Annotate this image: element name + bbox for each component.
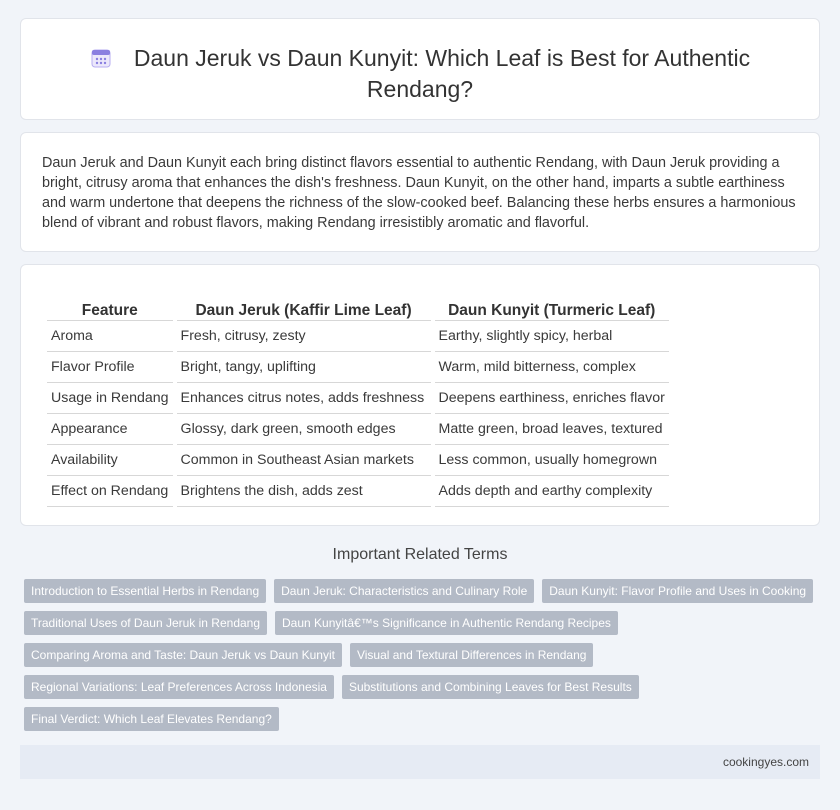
column-header-daun-jeruk: Daun Jeruk (Kaffir Lime Leaf) [177,295,431,321]
table-row [47,352,669,383]
table-cell: Warm, mild bitterness, complex [435,352,669,383]
related-term-tag[interactable]: Introduction to Essential Herbs in Rendang [24,579,266,603]
comparison-table [43,295,673,507]
table-row [47,383,669,414]
page-title-wrap [21,43,819,105]
table-row [47,414,669,445]
table-cell: Brightens the dish, adds zest [177,476,431,507]
table-cell: Appearance [47,414,173,445]
related-term-tag[interactable]: Final Verdict: Which Leaf Elevates Rendang? [24,707,279,731]
table-cell: Matte green, broad leaves, textured [435,414,669,445]
table-row [47,445,669,476]
table-row [47,476,669,507]
table-cell: Usage in Rendang [47,383,173,414]
table-cell: Enhances citrus notes, adds freshness [177,383,431,414]
table-cell: Availability [47,445,173,476]
comparison-card [20,264,820,526]
related-term-tag[interactable]: Traditional Uses of Daun Jeruk in Rendang [24,611,267,635]
table-cell: Deepens earthiness, enriches flavor [435,383,669,414]
page-title: Daun Jeruk vs Daun Kunyit: Which Leaf is Best for Authentic Rendang? [133,45,751,102]
table-cell: Aroma [47,321,173,352]
footer-site-link[interactable]: cookingyes.com [722,755,809,769]
related-term-tag[interactable]: Regional Variations: Leaf Preferences Across Indonesia [24,675,334,699]
footer [20,745,820,779]
calendar-icon [90,46,112,68]
related-terms-title: Important Related Terms [332,546,508,563]
table-cell: Flavor Profile [47,352,173,383]
table-cell: Effect on Rendang [47,476,173,507]
table-cell: Fresh, citrusy, zesty [177,321,431,352]
related-term-tag[interactable]: Visual and Textural Differences in Rendang [350,643,593,667]
related-term-tag[interactable]: Substitutions and Combining Leaves for Best Results [342,675,639,699]
related-term-tag[interactable]: Daun Jeruk: Characteristics and Culinary Role [274,579,534,603]
intro-card [20,132,820,252]
related-terms-list [20,579,820,739]
table-row [47,321,669,352]
table-cell: Common in Southeast Asian markets [177,445,431,476]
intro-paragraph: Daun Jeruk and Daun Kunyit each bring distinct flavors essential to authentic Rendang, with Daun Jeruk providing a bright, citrusy aroma that enhances the dish's freshness. Daun Kunyit, on the other hand, imparts a subtle earthiness and warm undertone that deepens the richness of the slow-cooked beef. Balancing these herbs ensures a harmonious blend of vibrant and robust flavors, making Rendang irresistibly aromatic and flavorful. [42,155,796,231]
table-cell: Bright, tangy, uplifting [177,352,431,383]
related-term-tag[interactable]: Comparing Aroma and Taste: Daun Jeruk vs Daun Kunyit [24,643,342,667]
table-cell: Adds depth and earthy complexity [435,476,669,507]
table-cell: Earthy, slightly spicy, herbal [435,321,669,352]
table-header-row [47,295,669,321]
header-card [20,18,820,120]
related-term-tag[interactable]: Daun Kunyit: Flavor Profile and Uses in Cooking [542,579,813,603]
column-header-daun-kunyit: Daun Kunyit (Turmeric Leaf) [435,295,669,321]
table-cell: Glossy, dark green, smooth edges [177,414,431,445]
column-header-feature: Feature [47,295,173,321]
table-cell: Less common, usually homegrown [435,445,669,476]
related-term-tag[interactable]: Daun Kunyitâ€™s Significance in Authentic Rendang Recipes [275,611,618,635]
